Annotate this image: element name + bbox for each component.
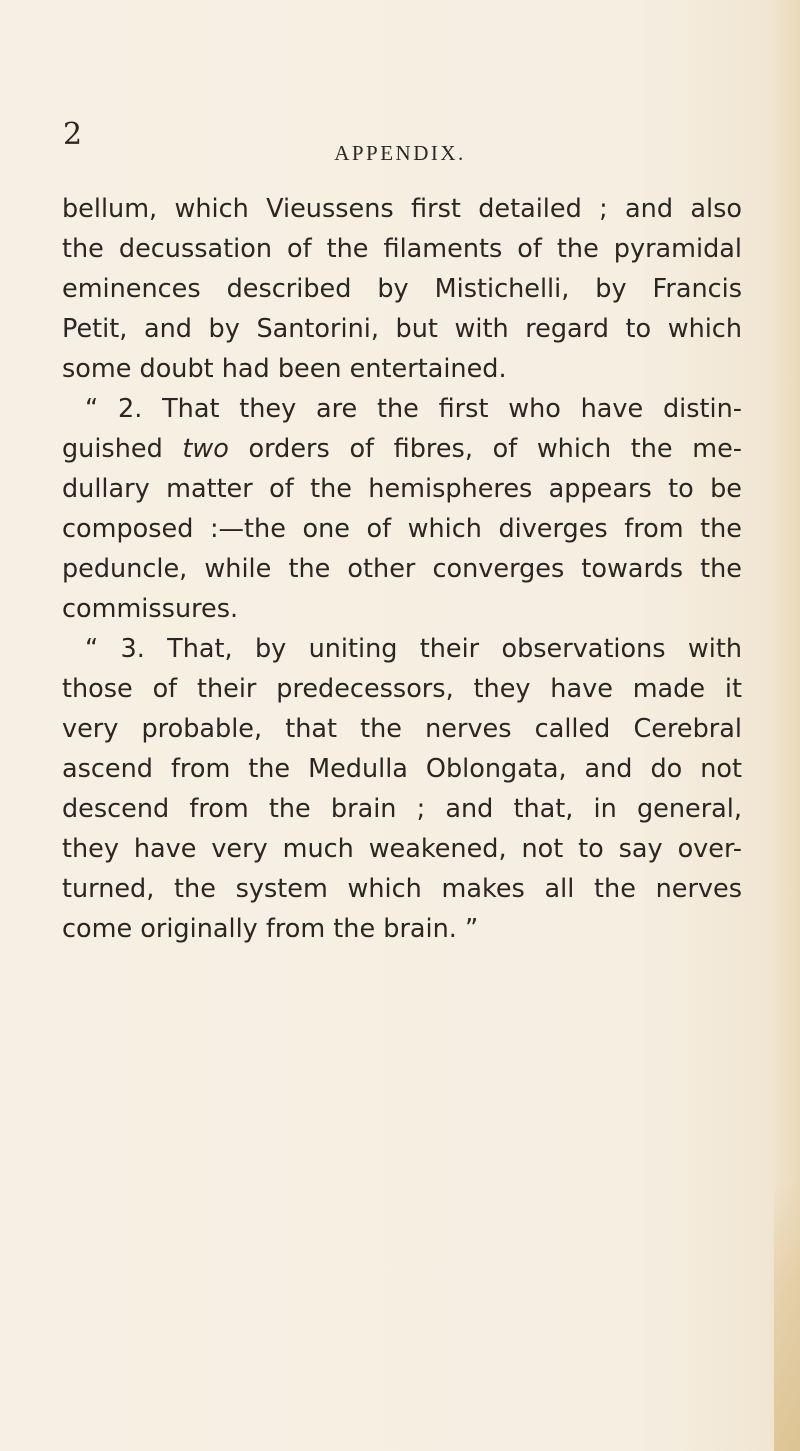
page-number: 2 <box>63 117 83 152</box>
text-line: “ 2. That they are the first who have distin- <box>85 394 742 424</box>
text-line: turned, the system which makes all the nerves <box>62 874 742 904</box>
text-line: they have very much weakened, not to say over- <box>62 834 742 864</box>
text-line: come originally from the brain. ” <box>62 914 479 944</box>
text-line: descend from the brain ; and that, in general, <box>62 794 742 824</box>
text-line: the decussation of the filaments of the pyramidal <box>62 234 742 264</box>
text-line: commissures. <box>62 594 239 624</box>
text-line: those of their predecessors, they have made it <box>62 674 742 704</box>
body-text <box>62 189 742 949</box>
text-line <box>62 429 742 469</box>
italic-word: two <box>182 434 229 464</box>
text-line: bellum, which Vieussens first detailed ; and also <box>62 194 742 224</box>
text-line: Petit, and by Santorini, but with regard to which <box>62 314 742 344</box>
running-head: APPENDIX. <box>334 141 466 165</box>
text-line: ascend from the Medulla Oblongata, and do not <box>62 754 742 784</box>
text-line: “ 3. That, by uniting their observations with <box>85 634 742 664</box>
text-line: composed :—the one of which diverges from the <box>62 514 742 544</box>
text-line: eminences described by Mistichelli, by Francis <box>62 274 742 304</box>
text-line: peduncle, while the other converges towards the <box>62 554 742 584</box>
page-edge-stain <box>774 1180 800 1451</box>
text-fragment: guished <box>62 434 183 464</box>
text-fragment: orders of fibres, of which the me- <box>228 434 742 464</box>
text-line: very probable, that the nerves called Cerebral <box>62 714 742 744</box>
text-line: dullary matter of the hemispheres appears to be <box>62 474 742 504</box>
text-line: some doubt had been entertained. <box>62 354 507 384</box>
